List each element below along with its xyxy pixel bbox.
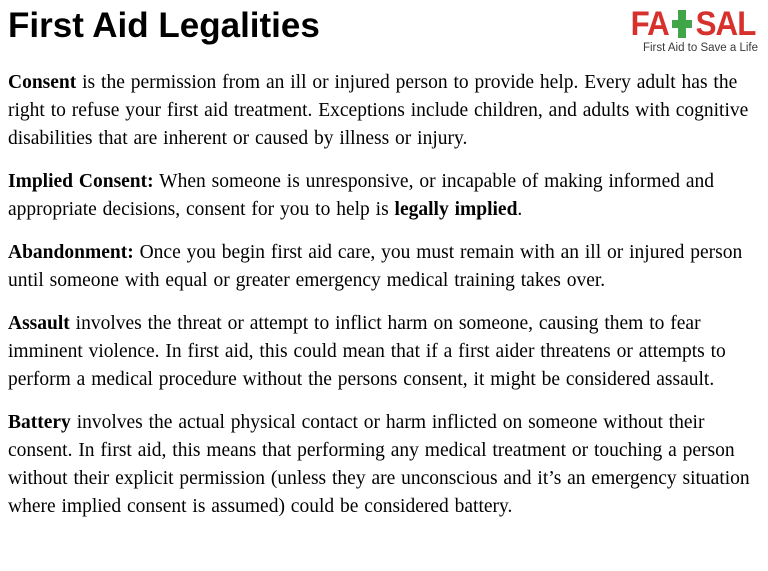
logo-tagline: First Aid to Save a Life <box>642 42 758 54</box>
paragraph-abandonment <box>8 239 760 295</box>
document-body <box>8 69 760 521</box>
term-implied-consent: Implied Consent: <box>8 171 154 192</box>
paragraph-assault <box>8 310 760 394</box>
paragraph-text: involves the actual physical contact or harm inflicted on someone without their consent. In first aid, this means that performing any medical treatment or touching a person without their explicit permission (unless they are unconscious and it’s an emergency situation where implied consent is assumed) could be considered battery. <box>8 412 750 517</box>
paragraph-implied-consent <box>8 168 760 224</box>
term-abandonment: Abandonment: <box>8 242 134 263</box>
logo-text-fa: FA <box>630 5 669 43</box>
term-battery: Battery <box>8 412 71 433</box>
logo-wordmark <box>629 5 758 43</box>
logo-text-sal: SAL <box>695 5 756 43</box>
term-legally-implied: legally implied <box>394 199 518 220</box>
paragraph-battery <box>8 409 760 521</box>
paragraph-consent <box>8 69 760 153</box>
term-assault: Assault <box>8 313 70 334</box>
paragraph-text: is the permission from an ill or injured person to provide help. Every adult has the right to refuse your first aid treatment. Exceptions include children, and adults with cognitive disabilities that are inherent or caused by illness or injury. <box>8 72 749 149</box>
fatsal-logo <box>629 4 760 55</box>
term-consent: Consent <box>8 72 77 93</box>
document-header <box>8 4 760 55</box>
paragraph-text: involves the threat or attempt to inflict harm on someone, causing them to fear imminent violence. In first aid, this could mean that if a first aider threatens or attempts to perform a medical procedure without the persons consent, it might be considered assault. <box>8 313 726 390</box>
paragraph-text: Once you begin first aid care, you must remain with an ill or injured person until someone with equal or greater emergency medical training takes over. <box>8 242 743 291</box>
paragraph-text: When someone is unresponsive, or incapable of making informed and appropriate decisions, consent for you to help is <box>8 171 715 220</box>
plus-cross-icon <box>671 9 693 39</box>
paragraph-text: . <box>517 199 523 220</box>
page-title: First Aid Legalities <box>8 6 320 45</box>
